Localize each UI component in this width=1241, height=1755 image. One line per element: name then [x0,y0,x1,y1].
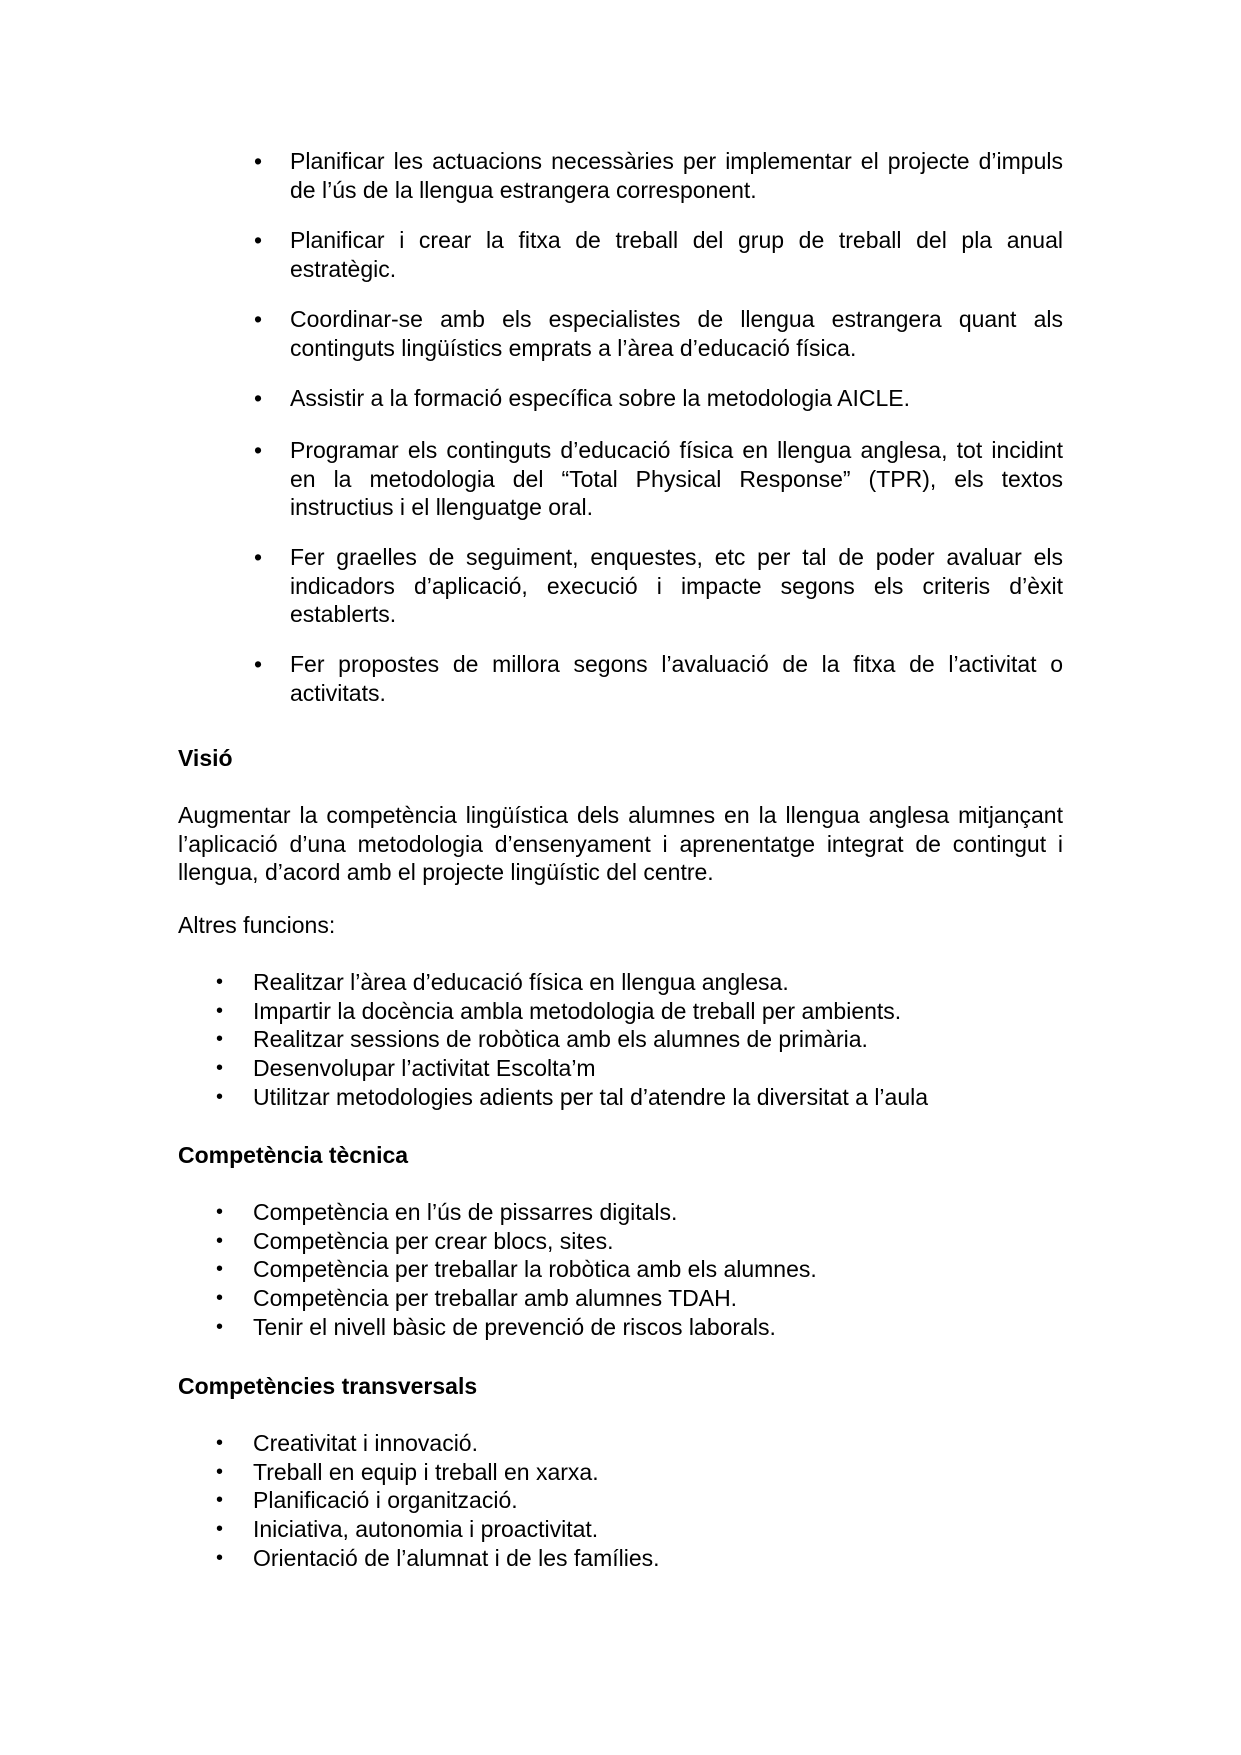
list-item: • Realitzar l’àrea d’educació física en llengua anglesa. [216,969,789,995]
bullet-icon: • [216,1229,224,1252]
bullet-icon: • [216,1028,224,1051]
list-item: • Utilitzar metodologies adients per tal d’atendre la diversitat a l’aula [216,1083,929,1110]
list-item: • Assistir a la formació específica sobre la metodologia AICLE. [254,385,911,411]
bullet-icon: • [254,306,263,332]
list-item: • Realitzar sessions de robòtica amb els alumnes de primària. [216,1026,868,1053]
transversal-competences-heading: Competències transversals [178,1373,478,1399]
other-functions-list [0,968,928,1111]
bullet-icon: • [254,651,263,677]
bullet-icon: • [254,437,263,463]
list-item: • Competència en l’ús de pissarres digitals. [216,1199,678,1225]
vision-heading: Visió [178,745,233,771]
list-item: • Competència per treballar la robòtica amb els alumnes. [216,1256,817,1283]
bullet-icon: • [216,1460,224,1483]
bullet-icon: • [216,1085,224,1108]
list-item: • Orientació de l’alumnat i de les famílies. [216,1544,660,1571]
technical-competence-heading: Competència tècnica [178,1142,409,1168]
list-item: • Fer propostes de millora segons l’avaluació de la fitxa de l’activitat o activitats. [254,651,1063,706]
technical-competence-list [0,1198,817,1341]
bullet-icon: • [216,1315,224,1338]
list-item: • Planificar i crear la fitxa de treball del grup de treball del pla anual estratègic. [254,227,1063,282]
transversal-competences-list [0,1429,660,1572]
bullet-icon: • [216,1518,224,1541]
list-item: • Treball en equip i treball en xarxa. [216,1458,599,1485]
list-item: • Competència per treballar amb alumnes TDAH. [216,1285,738,1312]
bullet-icon: • [216,971,224,993]
other-functions-label: Altres funcions: [178,912,336,938]
list-item: • Competència per crear blocs, sites. [216,1227,614,1254]
vision-paragraph: Augmentar la competència lingüística dels alumnes en la llengua anglesa mitjançant l’aplicació d’una metodologia d’ensenyament i aprenentatge integrat de contingut i llengua, d’acord amb el projecte lingüístic del centre. [178,802,1063,885]
bullet-icon: • [254,227,263,253]
bullet-icon: • [254,385,263,411]
list-item: • Fer graelles de seguiment, enquestes, etc per tal de poder avaluar els indicadors d’aplicació, execució i impacte segons els criteris d’èxit establerts. [254,544,1063,627]
bullet-icon: • [216,1201,224,1223]
bullet-icon: • [216,1432,224,1454]
bullet-icon: • [216,1546,224,1569]
bullet-icon: • [216,999,224,1022]
list-item: • Impartir la docència ambla metodologia de treball per ambients. [216,997,902,1024]
list-item: • Planificar les actuacions necessàries per implementar el projecte d’impuls de l’ús de la llengua estrangera corresponent. [254,148,1063,203]
list-item: • Iniciativa, autonomia i proactivitat. [216,1516,599,1543]
bullet-icon: • [216,1057,224,1080]
list-item: • Planificació i organització. [216,1487,518,1514]
bullet-icon: • [216,1287,224,1310]
responsibilities-list [0,147,1063,729]
list-item: • Coordinar-se amb els especialistes de llengua estrangera quant als continguts lingüístics emprats a l’àrea d’educació física. [254,306,1063,361]
list-item: • Creativitat i innovació. [216,1430,478,1456]
list-item: • Tenir el nivell bàsic de prevenció de riscos laborals. [216,1313,776,1340]
bullet-icon: • [254,148,263,174]
bullet-icon: • [216,1258,224,1281]
list-item: • Desenvolupar l’activitat Escolta’m [216,1055,596,1082]
bullet-icon: • [216,1489,224,1512]
list-item: • Programar els continguts d’educació física en llengua anglesa, tot incidint en la metodologia del “Total Physical Response” (TPR), els textos instructius i el llenguatge oral. [254,437,1063,520]
bullet-icon: • [254,544,263,570]
